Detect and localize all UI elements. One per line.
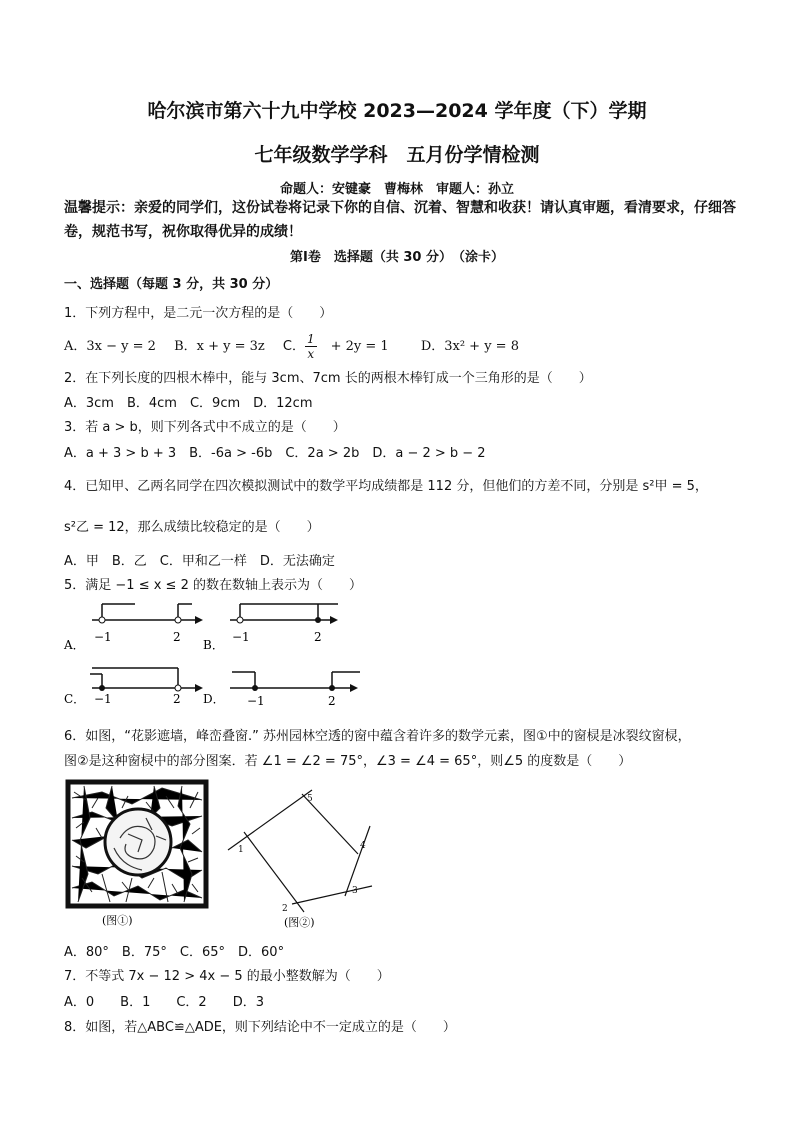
angle-labels — [238, 794, 366, 914]
angle-2-label: 2 — [282, 904, 288, 914]
question-3-stem: 3．若 a > b，则下列各式中不成立的是（ ） — [64, 420, 346, 435]
angle-5-label: 5 — [307, 794, 313, 804]
figure-1-caption: (图①) — [102, 914, 133, 927]
question-3-options: A．a + 3 > b + 3 B．-6a > -6b C．2a > 2b D．a − 2 > b − 2 — [64, 446, 486, 461]
reminder-text: 温馨提示：亲爱的同学们，这份试卷将记录下你的自信、沉着、智慧和收获！请认真审题，看清要求，仔细答卷，规范书写，祝你取得优异的成绩！ — [64, 200, 736, 240]
q1-option-b: B．x + y = 3z — [174, 339, 265, 354]
q1-option-c-label: C． — [282, 339, 305, 354]
question-1-stem: 1．下列方程中，是二元一次方程的是（ ） — [64, 306, 333, 321]
question-7-options: A．0 B．1 C．2 D．3 — [64, 995, 264, 1010]
svg-text:−1: −1 — [94, 630, 112, 644]
ice-crack-window-image — [68, 782, 206, 906]
angle-4-label: 4 — [360, 841, 366, 851]
svg-text:2: 2 — [173, 630, 181, 644]
q1-option-a: A．3x − y = 2 — [64, 339, 156, 354]
question-6-options: A．80° B．75° C．65° D．60° — [64, 945, 285, 960]
question-5-stem: 5．满足 −1 ≤ x ≤ 2 的数在数轴上表示为（ ） — [64, 578, 362, 593]
question-6-figures — [62, 778, 382, 930]
svg-text:−1: −1 — [232, 630, 250, 644]
angle-1-label: 1 — [238, 845, 244, 855]
question-1-options — [64, 332, 533, 361]
question-8-stem: 8．如图，若△ABC≌△ADE，则下列结论中不一定成立的是（ ） — [64, 1020, 456, 1035]
svg-text:2: 2 — [314, 630, 322, 644]
volume-heading: 第Ⅰ卷 选择题（共 30 分） （涂卡） — [290, 250, 504, 265]
exam-title-line2: 七年级数学学科 五月份学情检测 — [254, 144, 540, 166]
question-6-stem-line2: 图②是这种窗棂中的部分图案．若 ∠1 = ∠2 = 75°，∠3 = ∠4 = 65°，则∠5 的度数是（ ） — [64, 754, 632, 769]
pentagon-figure — [228, 790, 372, 912]
option-b-label: B． — [203, 638, 224, 652]
figure-2-caption: (图②) — [284, 916, 315, 929]
svg-text:−1: −1 — [94, 692, 112, 706]
number-line-d — [203, 672, 360, 706]
q1-option-c-rest: + 2y = 1 — [330, 339, 389, 354]
question-4-stem-line2: s²乙 = 12，那么成绩比较稳定的是（ ） — [64, 520, 320, 535]
option-d-label: D． — [203, 692, 225, 706]
q1-option-c — [282, 332, 403, 361]
number-line-options — [60, 596, 370, 706]
svg-text:2: 2 — [328, 694, 336, 706]
exam-title-line1: 哈尔滨市第六十九中学校 2023—2024 学年度（下）学期 — [147, 100, 647, 122]
question-6-stem-line1: 6．如图，“花影遮墙，峰峦叠窗.” 苏州园林空透的窗中蕴含着许多的数学元素，图①中的窗棂是冰裂纹窗棂， — [64, 729, 691, 744]
svg-text:−1: −1 — [247, 694, 265, 706]
number-line-a — [63, 604, 203, 652]
exam-authors: 命题人：安键豪 曹梅林 审题人：孙立 — [279, 182, 514, 197]
question-4-options: A．甲 B．乙 C．甲和乙一样 D．无法确定 — [64, 554, 335, 569]
question-2-options: A．3cm B．4cm C．9cm D．12cm — [64, 396, 313, 411]
q1-option-d: D．3x² + y = 8 — [420, 339, 519, 354]
number-line-b — [203, 604, 338, 652]
option-c-label: C． — [64, 692, 86, 706]
option-a-label: A． — [64, 638, 85, 652]
svg-text:2: 2 — [173, 692, 181, 706]
section-heading: 一、选择题（每题 3 分，共 30 分） — [64, 277, 279, 292]
question-4-stem-line1: 4．已知甲、乙两名同学在四次模拟测试中的数学平均成绩都是 112 分，但他们的方差不同，分别是 s²甲 = 5， — [64, 479, 708, 494]
fraction-denominator: x — [307, 347, 315, 361]
q1-fraction — [305, 332, 331, 361]
fraction-numerator: 1 — [306, 332, 315, 346]
number-line-c — [64, 668, 203, 706]
question-2-stem: 2．在下列长度的四根木棒中，能与 3cm、7cm 长的两根木棒钉成一个三角形的是（ ） — [64, 371, 592, 386]
angle-3-label: 3 — [352, 886, 358, 896]
question-7-stem: 7．不等式 7x − 12 > 4x − 5 的最小整数解为（ ） — [64, 969, 390, 984]
